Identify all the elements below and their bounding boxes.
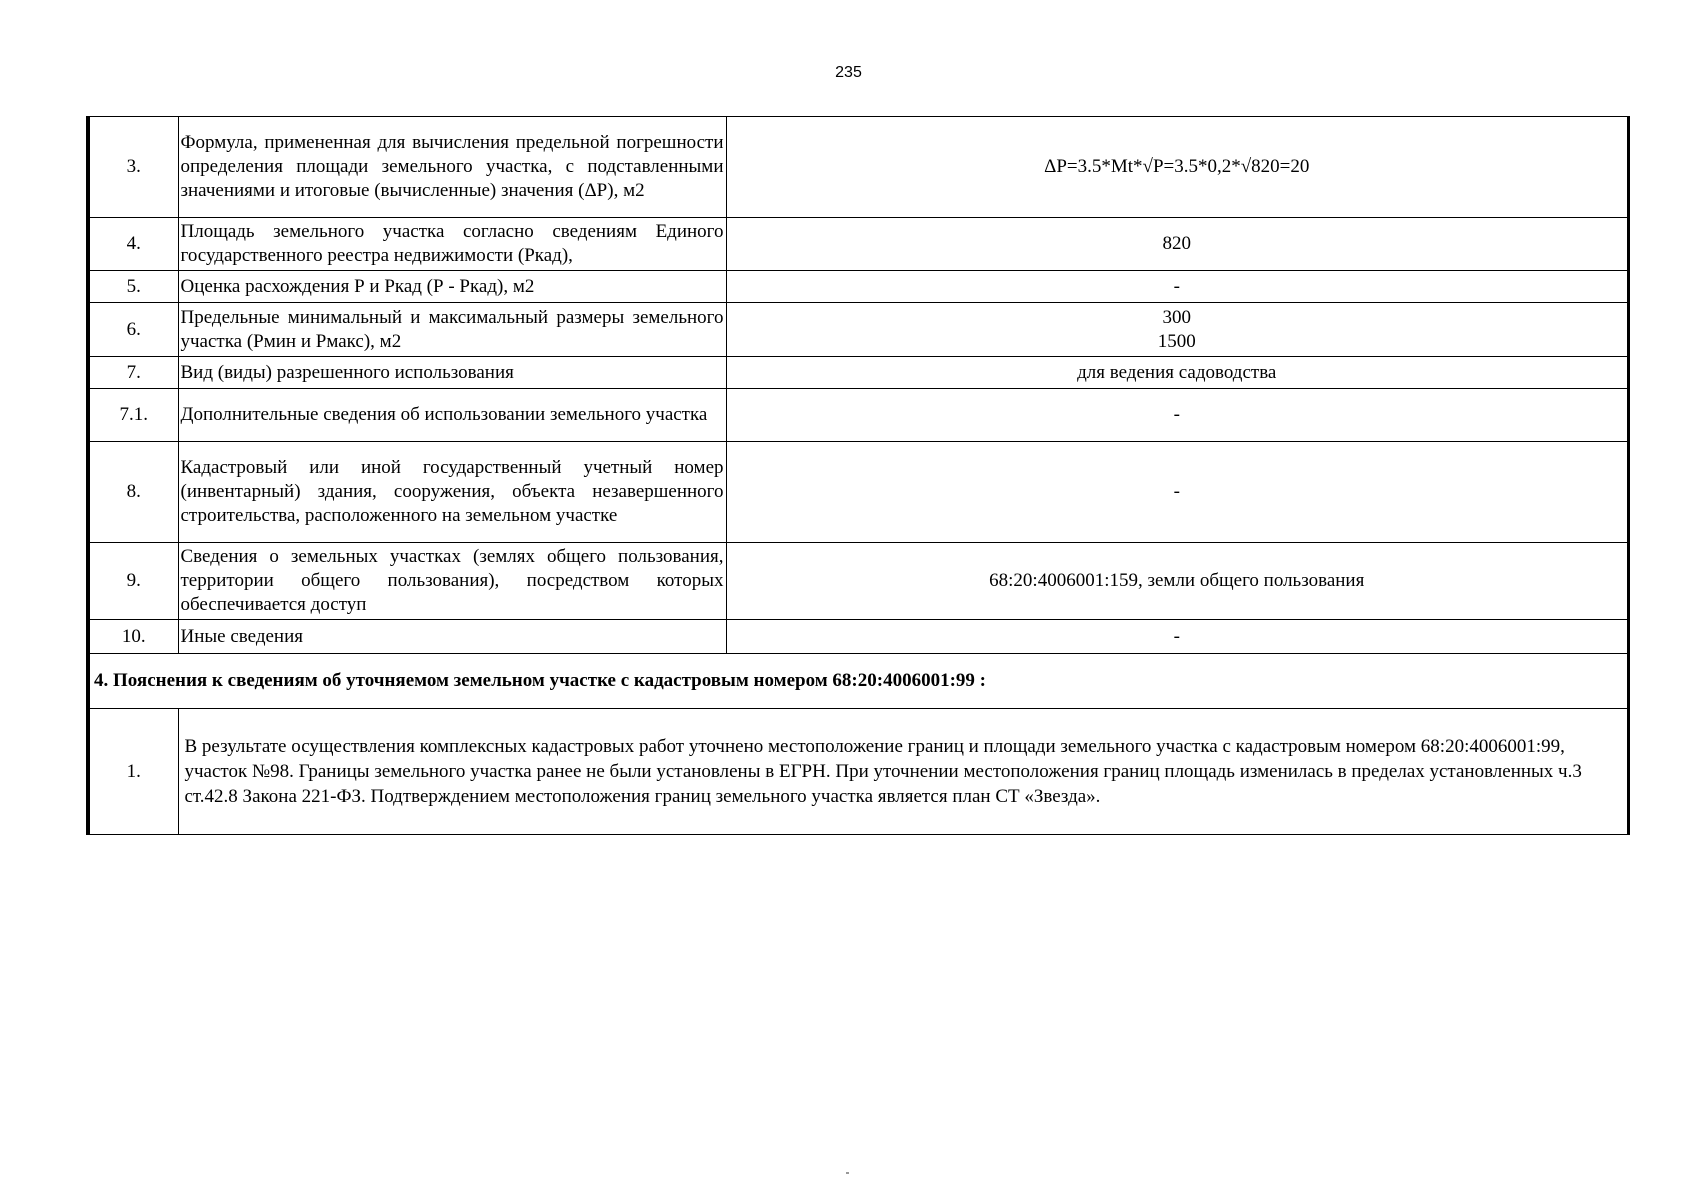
row-value: 820: [726, 218, 1629, 271]
row-value: -: [726, 620, 1629, 654]
row-number: 1.: [88, 709, 178, 835]
table-row: [88, 620, 1629, 654]
row-value: -: [726, 271, 1629, 303]
row-value: 68:20:4006001:159, земли общего пользования: [726, 543, 1629, 620]
row-number: 7.1.: [88, 389, 178, 442]
table-row: [88, 442, 1629, 543]
row-label: Иные сведения: [178, 620, 726, 654]
row-label: Вид (виды) разрешенного использования: [178, 357, 726, 389]
explanation-text: В результате осуществления комплексных кадастровых работ уточнено местоположение границ и площади земельного участка с кадастровым номером 68:20:4006001:99, участок №98. Границы земельного участка ранее не были установлены в ЕГРН. При уточнении местоположения границ площадь изменилась в пределах установленных ч.3 ст.42.8 Закона 221-ФЗ. Подтверждением местоположения границ земельного участка является план СТ «Звезда».: [178, 709, 1629, 835]
row-value: для ведения садоводства: [726, 357, 1629, 389]
table-row: [88, 543, 1629, 620]
table-row: [88, 303, 1629, 357]
table-row: [88, 357, 1629, 389]
row-value: -: [726, 389, 1629, 442]
row-label: Оценка расхождения Р и Ркад (Р - Ркад), м2: [178, 271, 726, 303]
max-size-value: 1500: [1157, 330, 1196, 352]
table-row: [88, 218, 1629, 271]
row-number: 3.: [88, 117, 178, 218]
section-heading-row: [88, 654, 1629, 709]
table-row: [88, 709, 1629, 835]
min-size-value: 300: [1162, 306, 1191, 328]
row-number: 8.: [88, 442, 178, 543]
section-heading: 4. Пояснения к сведениям об уточняемом земельном участке с кадастровым номером 68:20:4006001:99 :: [88, 654, 1629, 709]
page-mark: [846, 1172, 849, 1174]
row-value: -: [726, 442, 1629, 543]
row-label: Формула, примененная для вычисления предельной погрешности определения площади земельного участка, с подставленными значениями и итоговые (вычисленные) значения (ΔР), м2: [178, 117, 726, 218]
row-label: Сведения о земельных участках (землях общего пользования, территории общего пользования), посредством которых обеспечивается доступ: [178, 543, 726, 620]
table-row: [88, 271, 1629, 303]
row-label: Дополнительные сведения об использовании земельного участка: [178, 389, 726, 442]
row-value: ΔР=3.5*Mt*√Р=3.5*0,2*√820=20: [726, 117, 1629, 218]
row-value: [726, 303, 1629, 357]
row-label: Кадастровый или иной государственный учетный номер (инвентарный) здания, сооружения, объекта незавершенного строительства, расположенного на земельном участке: [178, 442, 726, 543]
table-row: [88, 117, 1629, 218]
row-number: 5.: [88, 271, 178, 303]
row-number: 9.: [88, 543, 178, 620]
land-plot-info-table: [86, 116, 1630, 835]
row-label: Площадь земельного участка согласно сведениям Единого государственного реестра недвижимости (Ркад),: [178, 218, 726, 271]
row-number: 7.: [88, 357, 178, 389]
row-number: 6.: [88, 303, 178, 357]
table-row: [88, 389, 1629, 442]
row-number: 4.: [88, 218, 178, 271]
row-number: 10.: [88, 620, 178, 654]
row-label: Предельные минимальный и максимальный размеры земельного участка (Рмин и Рмакс), м2: [178, 303, 726, 357]
page-number: 235: [835, 64, 862, 81]
